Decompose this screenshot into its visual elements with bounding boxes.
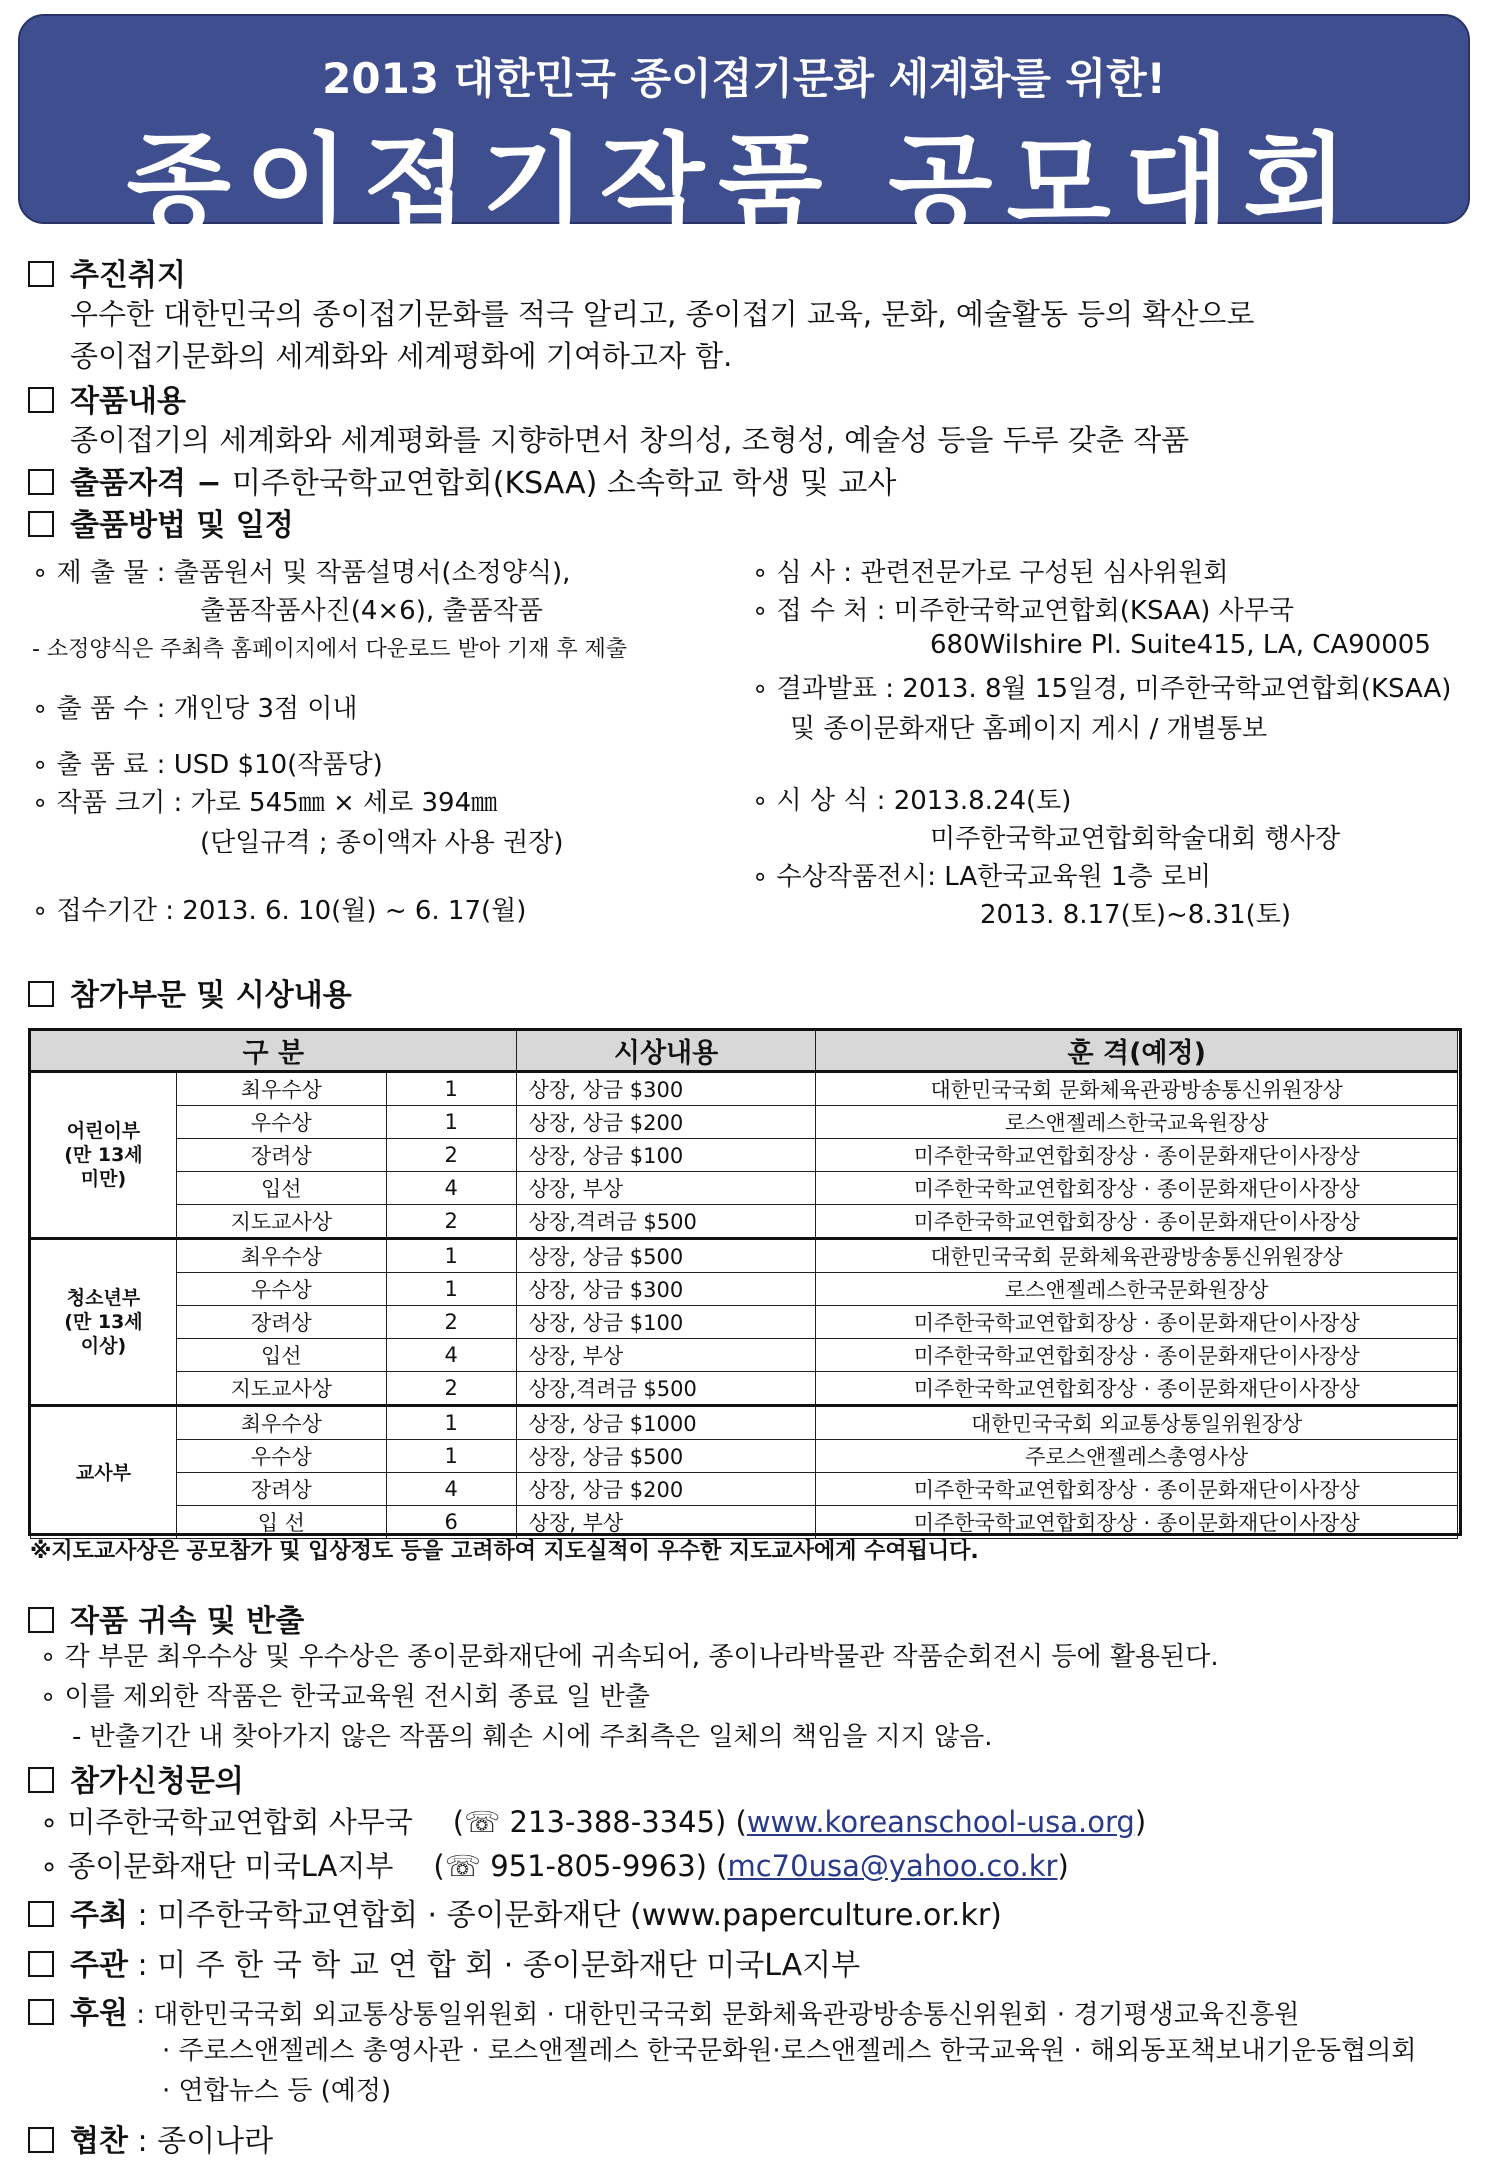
award-content: 상장, 부상 xyxy=(516,1339,816,1372)
award-title: 대한민국국회 문화체육관광방송통신위원장상 xyxy=(816,1239,1458,1273)
award-count: 1 xyxy=(386,1106,516,1139)
method-receive-2: 680Wilshire Pl. Suite415, LA, CA90005 xyxy=(930,630,1431,660)
table-row xyxy=(31,1072,1458,1106)
section-content: 작품내용 xyxy=(28,376,186,420)
method-result-1: ∘ 결과발표 : 2013. 8월 15일경, 미주한국학교연합회(KSAA) xyxy=(752,674,1452,704)
ownership-line-1: ∘ 각 부문 최우수상 및 우수상은 종이문화재단에 귀속되어, 종이나라박물관 작품순회전시 등에 활용된다. xyxy=(40,1642,1219,1672)
award-name: 입선 xyxy=(176,1172,386,1205)
award-title: 미주한국학교연합회장상 · 종이문화재단이사장상 xyxy=(816,1372,1458,1406)
eligibility-text: 미주한국학교연합회(KSAA) 소속학교 학생 및 교사 xyxy=(231,466,897,501)
award-content: 상장, 부상 xyxy=(516,1506,816,1539)
method-ceremony-1: ∘ 시 상 식 : 2013.8.24(토) xyxy=(752,786,1072,816)
column-header: 구 분 xyxy=(31,1031,517,1072)
award-name: 최우수상 xyxy=(176,1072,386,1106)
award-count: 1 xyxy=(386,1440,516,1473)
group-label: 어린이부 (만 13세 미만) xyxy=(31,1072,177,1239)
sponsor-line-2: · 주로스앤젤레스 총영사관 · 로스앤젤레스 한국문화원·로스앤젤레스 한국교육원 · 해외동포책보내기운동협의회 xyxy=(162,2036,1417,2066)
award-title: 주로스앤젤레스총영사상 xyxy=(816,1440,1458,1473)
award-count: 4 xyxy=(386,1473,516,1506)
award-title: 대한민국국회 문화체육관광방송통신위원장상 xyxy=(816,1072,1458,1106)
section-sponsor: 후원 : 대한민국국회 외교통상통일위원회 · 대한민국국회 문화체육관광방송통신위원회 · 경기평생교육진흥원 xyxy=(28,1988,1299,2032)
section-host: 주최 : 미주한국학교연합회 · 종이문화재단 (www.paperculture.or.kr) xyxy=(28,1890,1002,1934)
method-ceremony-2: 미주한국학교연합회학술대회 행사장 xyxy=(930,824,1341,854)
award-count: 1 xyxy=(386,1072,516,1106)
award-count: 1 xyxy=(386,1273,516,1306)
award-count: 2 xyxy=(386,1139,516,1172)
group-label: 교사부 xyxy=(31,1406,177,1539)
award-count: 2 xyxy=(386,1205,516,1239)
method-receive-1: ∘ 접 수 처 : 미주한국학교연합회(KSAA) 사무국 xyxy=(752,596,1294,626)
banner-title: 종이접기작품 공모대회 xyxy=(126,123,1362,248)
award-count: 2 xyxy=(386,1372,516,1406)
checkbox-icon xyxy=(28,981,54,1007)
award-title: 로스앤젤레스한국문화원장상 xyxy=(816,1273,1458,1306)
award-title: 미주한국학교연합회장상 · 종이문화재단이사장상 xyxy=(816,1339,1458,1372)
table-row xyxy=(31,1205,1458,1239)
sponsor-line-3: · 연합뉴스 등 (예정) xyxy=(162,2076,392,2106)
award-content: 상장,격려금 $500 xyxy=(516,1372,816,1406)
column-header: 훈 격(예정) xyxy=(816,1031,1458,1072)
award-title: 미주한국학교연합회장상 · 종이문화재단이사장상 xyxy=(816,1139,1458,1172)
purpose-line-2: 종이접기문화의 세계화와 세계평화에 기여하고자 함. xyxy=(70,339,733,373)
section-purpose: 추진취지 xyxy=(28,250,186,294)
method-submit-1: ∘ 제 출 물 : 출품원서 및 작품설명서(소정양식), xyxy=(32,558,571,588)
award-content: 상장, 상금 $200 xyxy=(516,1106,816,1139)
method-form-note: - 소정양식은 주최측 홈페이지에서 다운로드 받아 기재 후 제출 xyxy=(32,637,628,662)
section-eligibility: 출품자격 − 미주한국학교연합회(KSAA) 소속학교 학생 및 교사 xyxy=(28,458,896,502)
group-label: 청소년부 (만 13세 이상) xyxy=(31,1239,177,1406)
award-content: 상장, 상금 $300 xyxy=(516,1273,816,1306)
section-ownership: 작품 귀속 및 반출 xyxy=(28,1596,304,1640)
awards-note: ※지도교사상은 공모참가 및 입상정도 등을 고려하여 지도실적이 우수한 지도교사에게 수여됩니다. xyxy=(30,1539,979,1564)
content-line-1: 종이접기의 세계화와 세계평화를 지향하면서 창의성, 조형성, 예술성 등을 두루 갖춘 작품 xyxy=(70,423,1190,457)
ownership-line-2: ∘ 이를 제외한 작품은 한국교육원 전시회 종료 일 반출 xyxy=(40,1682,650,1712)
award-count: 1 xyxy=(386,1406,516,1440)
table-row xyxy=(31,1106,1458,1139)
method-count: ∘ 출 품 수 : 개인당 3점 이내 xyxy=(32,694,358,724)
award-name: 장려상 xyxy=(176,1139,386,1172)
award-title: 미주한국학교연합회장상 · 종이문화재단이사장상 xyxy=(816,1306,1458,1339)
award-title: 미주한국학교연합회장상 · 종이문화재단이사장상 xyxy=(816,1473,1458,1506)
award-name: 지도교사상 xyxy=(176,1372,386,1406)
award-count: 4 xyxy=(386,1172,516,1205)
table-row xyxy=(31,1440,1458,1473)
award-name: 우수상 xyxy=(176,1273,386,1306)
award-name: 우수상 xyxy=(176,1440,386,1473)
award-name: 우수상 xyxy=(176,1106,386,1139)
award-content: 상장,격려금 $500 xyxy=(516,1205,816,1239)
award-content: 상장, 상금 $300 xyxy=(516,1072,816,1106)
checkbox-icon xyxy=(28,261,54,287)
checkbox-icon xyxy=(28,511,54,537)
award-name: 지도교사상 xyxy=(176,1205,386,1239)
method-size-1: ∘ 작품 크기 : 가로 545㎜ × 세로 394㎜ xyxy=(32,788,498,818)
section-method: 출품방법 및 일정 xyxy=(28,500,294,544)
inquiry-contact-2: ∘ 종이문화재단 미국LA지부 (☏ 951-805-9963) (mc70usa@yahoo.co.kr) xyxy=(40,1849,1069,1883)
award-content: 상장, 상금 $1000 xyxy=(516,1406,816,1440)
table-row xyxy=(31,1172,1458,1205)
award-content: 상장, 상금 $500 xyxy=(516,1239,816,1273)
award-name: 입선 xyxy=(176,1339,386,1372)
table-row xyxy=(31,1473,1458,1506)
email-link[interactable]: mc70usa@yahoo.co.kr xyxy=(727,1849,1058,1883)
award-count: 6 xyxy=(386,1506,516,1539)
method-submit-2: 출품작품사진(4×6), 출품작품 xyxy=(200,596,543,626)
award-name: 장려상 xyxy=(176,1306,386,1339)
table-row xyxy=(31,1339,1458,1372)
section-awards: 참가부문 및 시상내용 xyxy=(28,970,352,1014)
table-row xyxy=(31,1273,1458,1306)
checkbox-icon xyxy=(28,2127,54,2153)
award-name: 장려상 xyxy=(176,1473,386,1506)
section-organizer: 주관 : 미 주 한 국 학 교 연 합 회 · 종이문화재단 미국LA지부 xyxy=(28,1940,860,1984)
ownership-line-3: - 반출기간 내 찾아가지 않은 작품의 훼손 시에 주최측은 일체의 책임을 지지 않음. xyxy=(72,1722,993,1752)
table-row xyxy=(31,1372,1458,1406)
method-judge: ∘ 심 사 : 관련전문가로 구성된 심사위원회 xyxy=(752,558,1229,588)
award-title: 미주한국학교연합회장상 · 종이문화재단이사장상 xyxy=(816,1205,1458,1239)
awards-table xyxy=(30,1030,1458,1539)
banner-subtitle: 2013 대한민국 종이접기문화 세계화를 위한! xyxy=(322,54,1166,103)
checkbox-icon xyxy=(28,1951,54,1977)
column-header: 시상내용 xyxy=(516,1031,816,1072)
award-content: 상장, 상금 $500 xyxy=(516,1440,816,1473)
award-title: 미주한국학교연합회장상 · 종이문화재단이사장상 xyxy=(816,1506,1458,1539)
phone-number: (☏ 213-388-3345) ( xyxy=(452,1805,747,1839)
checkbox-icon xyxy=(28,1999,54,2025)
award-title: 로스앤젤레스한국교육원장상 xyxy=(816,1106,1458,1139)
method-result-2: 및 종이문화재단 홈페이지 게시 / 개별통보 xyxy=(790,714,1268,744)
method-period: ∘ 접수기간 : 2013. 6. 10(월) ~ 6. 17(월) xyxy=(32,896,527,926)
section-support: 협찬 : 종이나라 xyxy=(28,2116,273,2160)
section-inquiry: 참가신청문의 xyxy=(28,1756,244,1800)
method-size-2: (단일규격 ; 종이액자 사용 권장) xyxy=(200,828,564,858)
award-name: 최우수상 xyxy=(176,1406,386,1440)
title-banner xyxy=(18,14,1470,248)
award-content: 상장, 상금 $100 xyxy=(516,1306,816,1339)
table-row xyxy=(31,1306,1458,1339)
method-exhibit-1: ∘ 수상작품전시: LA한국교육원 1층 로비 xyxy=(752,862,1212,892)
table-row xyxy=(31,1239,1458,1273)
award-title: 미주한국학교연합회장상 · 종이문화재단이사장상 xyxy=(816,1172,1458,1205)
award-count: 1 xyxy=(386,1239,516,1273)
checkbox-icon xyxy=(28,469,54,495)
checkbox-icon xyxy=(28,1901,54,1927)
checkbox-icon xyxy=(28,387,54,413)
award-content: 상장, 상금 $200 xyxy=(516,1473,816,1506)
purpose-line-1: 우수한 대한민국의 종이접기문화를 적극 알리고, 종이접기 교육, 문화, 예술활동 등의 확산으로 xyxy=(70,297,1255,331)
method-fee: ∘ 출 품 료 : USD $10(작품당) xyxy=(32,750,383,780)
award-content: 상장, 부상 xyxy=(516,1172,816,1205)
checkbox-icon xyxy=(28,1607,54,1633)
inquiry-contact-1: ∘ 미주한국학교연합회 사무국 (☏ 213-388-3345) (www.koreanschool-usa.org) xyxy=(40,1805,1147,1839)
award-title: 대한민국국회 외교통상통일위원장상 xyxy=(816,1406,1458,1440)
checkbox-icon xyxy=(28,1767,54,1793)
table-row xyxy=(31,1406,1458,1440)
award-name: 최우수상 xyxy=(176,1239,386,1273)
website-link[interactable]: www.koreanschool-usa.org xyxy=(746,1805,1135,1839)
award-count: 4 xyxy=(386,1339,516,1372)
phone-number: (☏ 951-805-9963) ( xyxy=(433,1849,728,1883)
award-name: 입 선 xyxy=(176,1506,386,1539)
award-count: 2 xyxy=(386,1306,516,1339)
award-content: 상장, 상금 $100 xyxy=(516,1139,816,1172)
method-exhibit-2: 2013. 8.17(토)~8.31(토) xyxy=(980,900,1292,930)
table-row xyxy=(31,1139,1458,1172)
